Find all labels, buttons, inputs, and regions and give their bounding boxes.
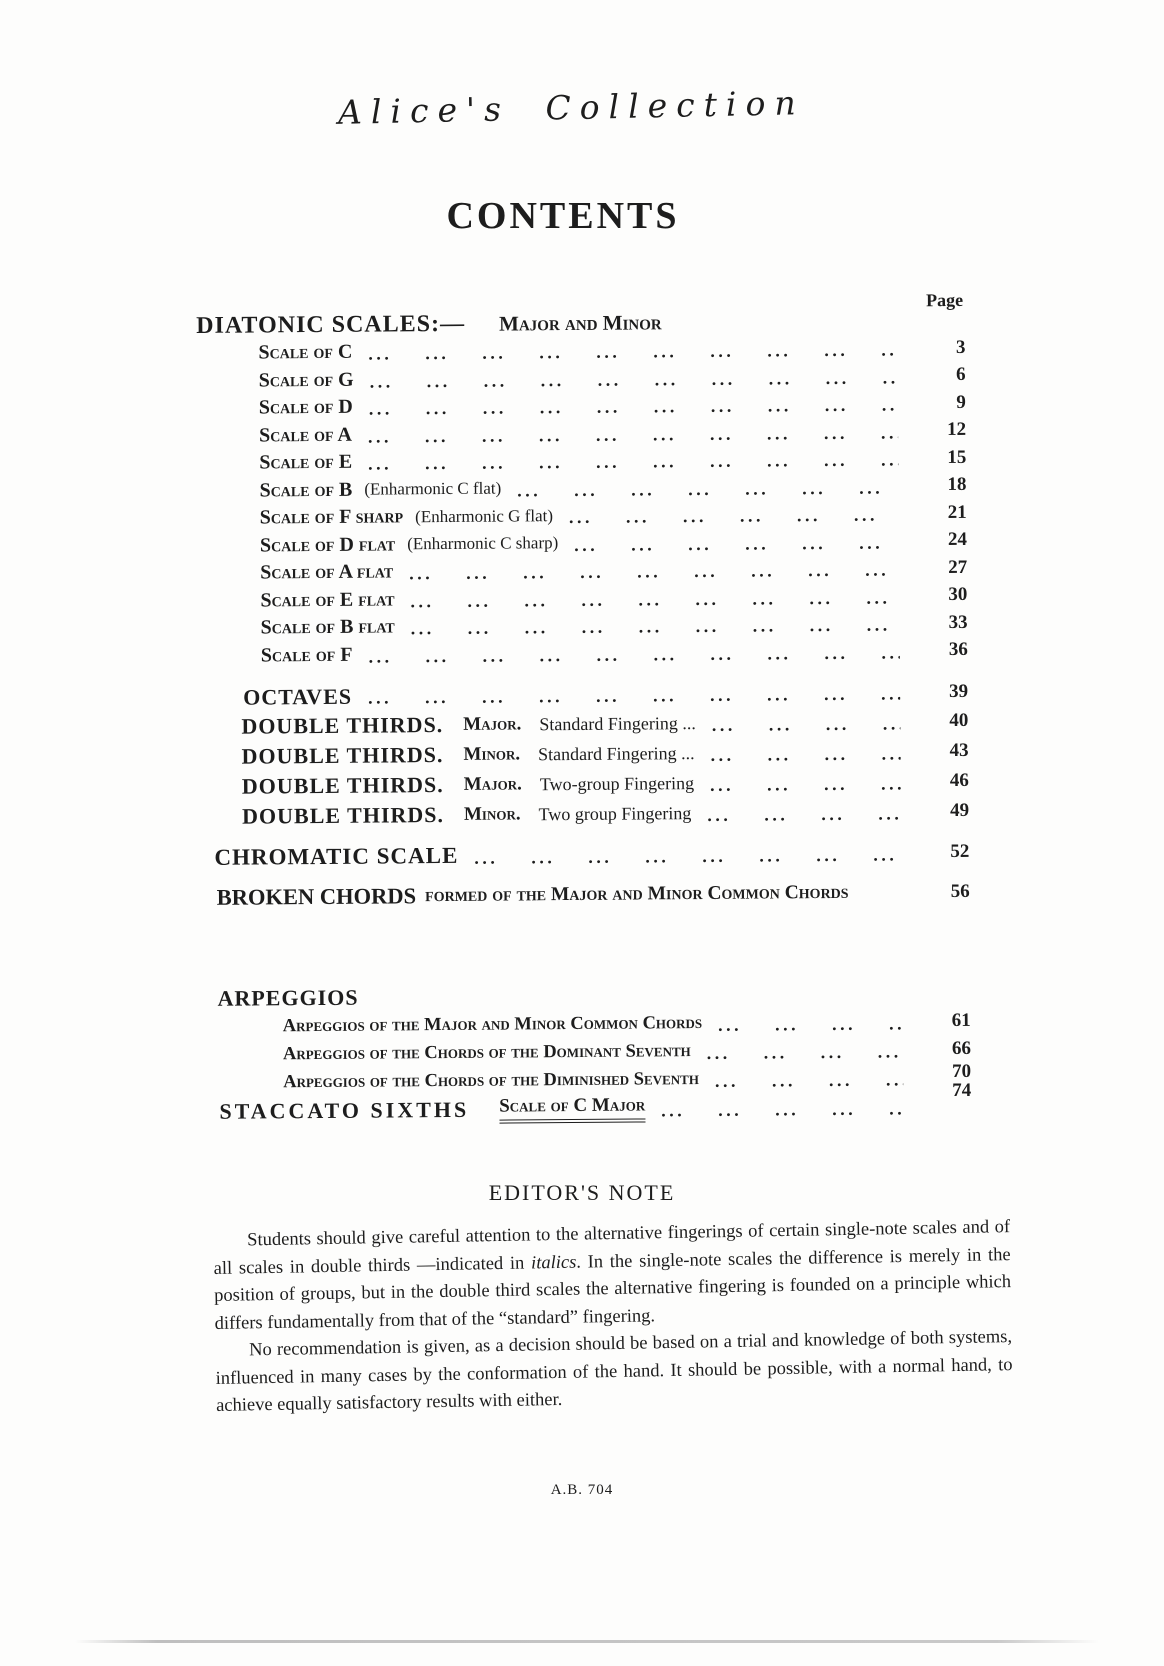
- toc-entry-label: Scale of G: [258, 368, 354, 392]
- dot-leader: [368, 422, 898, 447]
- toc-entry-detail: formed of the Major and Minor Common Chords: [425, 881, 849, 907]
- toc-entry-label: DOUBLE THIRDS.: [241, 772, 444, 799]
- dot-leader: [368, 450, 898, 475]
- paragraph-text: Students should give careful attention to the alternative fingerings of certain single-note scales and of all scales in double thirds —indicated in: [213, 1217, 1011, 1279]
- paragraph-text: . In the single-note scales the difference is merely in the position of groups, but in the double third scales the alternative fingering is founded on a principle which differs fundamentally from that of the “standard” fingering.: [214, 1244, 1012, 1334]
- toc-page-number: 43: [949, 739, 969, 762]
- toc-entry-mode: Major.: [463, 773, 522, 795]
- enharmonic-note: (Enharmonic G flat): [415, 505, 554, 526]
- enharmonic-note: (Enharmonic C flat): [364, 478, 502, 499]
- dot-leader: [711, 743, 901, 765]
- toc-page-number: 36: [948, 639, 968, 661]
- toc-page-number: 6: [956, 364, 966, 386]
- toc-entry-label: Scale of E: [259, 450, 353, 474]
- toc-entry-label: Scale of A flat: [260, 560, 394, 584]
- dot-leader: [715, 1069, 903, 1091]
- toc-entry-label: DOUBLE THIRDS.: [241, 712, 444, 739]
- toc-entry-detail: Scale of C Major: [499, 1094, 645, 1123]
- toc-entry-label: Scale of B flat: [260, 615, 395, 639]
- spacer: [359, 993, 971, 998]
- dot-leader: [707, 1041, 903, 1064]
- editors-note-paragraph-1: [213, 1214, 1012, 1338]
- toc-page-number: 52: [950, 840, 970, 863]
- dot-leader: [369, 395, 898, 420]
- toc-entry-detail: Two-group Fingering: [539, 772, 695, 794]
- spacer: [662, 320, 965, 322]
- toc-entry-detail: Standard Fingering ...: [538, 742, 695, 764]
- toc-entry-label: BROKEN CHORDS: [216, 883, 417, 910]
- toc-entry-label: Scale of E flat: [260, 588, 395, 612]
- plate-number: A.B. 704: [550, 1482, 614, 1498]
- dot-leader: [718, 1013, 903, 1035]
- dot-leader: [368, 340, 897, 365]
- toc-page-number: 18: [947, 474, 967, 496]
- dot-leader: [411, 615, 900, 640]
- dot-leader: [517, 477, 898, 501]
- editors-note-paragraph-2: No recommendation is given, as a decision should be based on a trial and knowledge of both systems, influenced in many cases by the conformation of the hand. It should be possible, with a normal hand, to achieve equally satisfactory results with either.: [215, 1327, 1013, 1416]
- toc-row-chromatic-scale: [194, 837, 969, 873]
- toc-page-number: 15: [947, 446, 967, 468]
- page-column-header: Page: [925, 289, 964, 311]
- toc-entry-label: DOUBLE THIRDS.: [241, 802, 445, 829]
- toc-page-number: 56: [950, 880, 970, 903]
- toc-entry-mode: Major.: [463, 713, 522, 735]
- toc-page-number: 12: [946, 419, 967, 441]
- toc-page-number: 39: [949, 680, 969, 702]
- toc-entry-label: Scale of C: [258, 340, 353, 364]
- toc-entry-label: CHROMATIC SCALE: [214, 842, 459, 870]
- toc-page-number: 70: [952, 1060, 972, 1083]
- toc-entry-label: Scale of D: [258, 395, 353, 419]
- toc-page-number: 24: [947, 529, 968, 551]
- dot-leader: [368, 642, 899, 667]
- toc-entry-label: Arpeggios of the Major and Minor Common Chords: [282, 1012, 703, 1036]
- dot-leader: [410, 587, 899, 612]
- dot-leader: [474, 844, 901, 868]
- toc-entry-mode: Minor.: [463, 743, 521, 765]
- toc-page-number: 40: [949, 709, 969, 732]
- toc-page-number: 61: [951, 1009, 971, 1032]
- dot-leader: [661, 1098, 903, 1121]
- toc-page-number: 3: [955, 336, 966, 358]
- page-title: CONTENTS: [446, 195, 680, 237]
- toc-row-scale-of-f: [193, 636, 968, 670]
- editors-note-body: [213, 1214, 1013, 1420]
- enharmonic-note: (Enharmonic C sharp): [407, 533, 559, 554]
- toc-entry-label: Scale of A: [259, 423, 352, 447]
- dot-leader: [370, 367, 898, 392]
- toc-page-number: 49: [949, 799, 970, 822]
- toc-page-number: 74: [952, 1079, 972, 1102]
- dot-leader: [409, 560, 899, 585]
- section-title: DIATONIC SCALES:—: [196, 310, 466, 339]
- spacer: [849, 892, 916, 893]
- dot-leader: [710, 773, 901, 795]
- toc-entry-label: Arpeggios of the Chords of the Diminished Seventh: [283, 1068, 699, 1092]
- toc-row-double-thirds-minor-two-group: [194, 796, 969, 832]
- toc-page-number: 21: [947, 501, 967, 523]
- toc-entry-label: Scale of F: [260, 643, 353, 667]
- editors-note-heading: EDITOR'S NOTE: [488, 1180, 676, 1205]
- toc-entry-detail: Standard Fingering ...: [539, 712, 696, 734]
- italic-word: italics: [530, 1252, 577, 1273]
- toc-page-number: 9: [956, 391, 966, 413]
- section-title: ARPEGGIOS: [217, 984, 359, 1011]
- dot-leader: [712, 713, 901, 735]
- toc-entry-label: Scale of B: [259, 478, 353, 502]
- toc-entry-label: OCTAVES: [243, 683, 353, 710]
- dot-leader: [707, 803, 901, 826]
- toc-entry-label: Scale of F sharp: [259, 505, 404, 529]
- table-of-contents: [190, 290, 972, 1127]
- toc-entry-mode: Minor.: [463, 803, 521, 825]
- scan-edge-artifact: [75, 1640, 1099, 1643]
- dot-leader: [368, 683, 900, 708]
- toc-page-number: 46: [949, 769, 969, 792]
- toc-entry-label: Arpeggios of the Chords of the Dominant Seventh: [282, 1040, 691, 1064]
- toc-page-number: 33: [948, 611, 968, 633]
- dot-leader: [569, 505, 899, 529]
- toc-entry-detail: Two group Fingering: [538, 802, 692, 824]
- handwritten-collection-title: Alice's Collection: [337, 83, 805, 132]
- toc-entry-label: STACCATO SIXTHS: [219, 1096, 470, 1124]
- toc-page-number: 27: [948, 556, 968, 578]
- section-subtitle: Major and Minor: [498, 309, 662, 336]
- toc-entry-label: Scale of D flat: [259, 533, 396, 557]
- toc-row-broken-chords: [195, 877, 970, 913]
- dot-leader: [574, 532, 899, 556]
- toc-page-number: 66: [951, 1037, 972, 1060]
- toc-page-number: 30: [948, 584, 968, 606]
- toc-entry-label: DOUBLE THIRDS.: [241, 742, 444, 769]
